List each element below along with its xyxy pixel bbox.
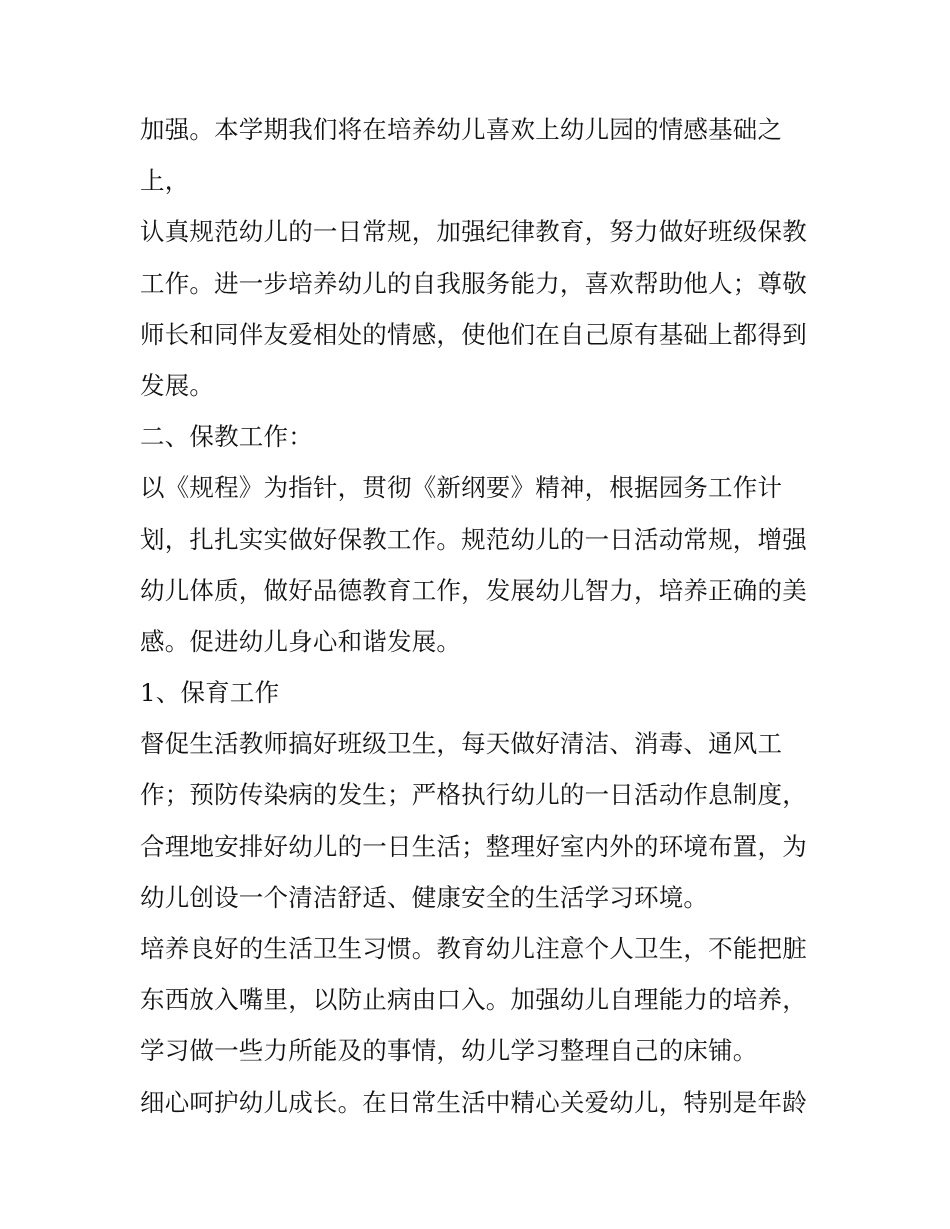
text-line: 划，扎扎实实做好保教工作。规范幼儿的一日活动常规，增强	[140, 524, 807, 554]
text-line: 感。促进幼儿身心和谐发展。	[140, 626, 462, 656]
section-heading: 二、保教工作：	[140, 422, 313, 452]
text-line: 幼儿体质，做好品德教育工作，发展幼儿智力，培养正确的美	[140, 575, 807, 605]
text-line: 培养良好的生活卫生习惯。教育幼儿注意个人卫生，不能把脏	[140, 934, 807, 963]
text-line: 工作。进一步培养幼儿的自我服务能力，喜欢帮助他人；尊敬	[140, 268, 807, 298]
subsection-heading: 1、保育工作	[140, 678, 280, 708]
text-line: 细心呵护幼儿成长。在日常生活中精心关爱幼儿，特别是年龄	[140, 1087, 807, 1117]
text-line: 督促生活教师搞好班级卫生，每天做好清洁、消毒、通风工	[140, 729, 783, 759]
text-line: 发展。	[140, 370, 215, 400]
text-line: 师长和同伴友爱相处的情感，使他们在自己原有基础上都得到	[140, 319, 807, 349]
text-line: 上，	[140, 166, 190, 196]
document-body	[140, 104, 820, 1128]
text-line: 学习做一些力所能及的事情，幼儿学习整理自己的床铺。	[140, 1036, 758, 1066]
text-line: 作；预防传染病的发生；严格执行幼儿的一日活动作息制度，	[140, 780, 807, 810]
text-line: 合理地安排好幼儿的一日生活；整理好室内外的环境布置，为	[140, 831, 807, 861]
text-line: 认真规范幼儿的一日常规，加强纪律教育，努力做好班级保教	[140, 217, 807, 247]
text-line: 东西放入嘴里，以防止病由口入。加强幼儿自理能力的培养，	[140, 985, 807, 1015]
text-line: 以《规程》为指针，贯彻《新纲要》精神，根据园务工作计	[140, 473, 783, 503]
text-line: 幼儿创设一个清洁舒适、健康安全的生活学习环境。	[140, 882, 709, 912]
text-line: 加强。本学期我们将在培养幼儿喜欢上幼儿园的情感基础之	[140, 115, 783, 144]
